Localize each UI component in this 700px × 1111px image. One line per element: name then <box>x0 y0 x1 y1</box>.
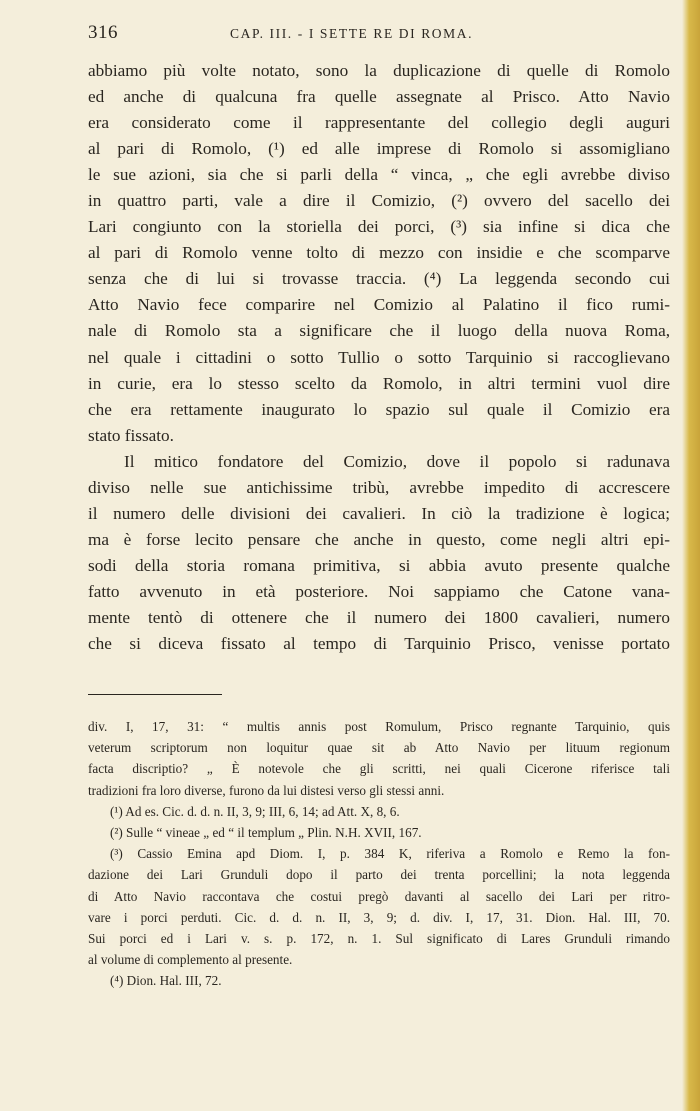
text-line: in curie, era lo stesso scelto da Romolo, in altri termini vuol dire <box>88 373 670 393</box>
text-line: in quattro parti, vale a dire il Comizio, (²) ovvero del sacello dei <box>88 191 670 211</box>
text-line: era considerato come il rappresentante del collegio degli auguri <box>88 113 670 133</box>
text-line: Lari congiunto con la storiella dei porci, (³) sia infine si dica che <box>88 217 670 237</box>
text-line: mente tentò di ottenere che il numero dei 1800 cavalieri, numero <box>88 607 670 627</box>
main-text <box>88 58 670 657</box>
footnote-line: al volume di complemento al presente. <box>88 952 293 968</box>
running-title: CAP. III. - I SETTE RE DI ROMA. <box>230 26 474 41</box>
text-line: le sue azioni, sia che si parli della “ vinca, „ che egli avrebbe diviso <box>88 165 670 185</box>
text-line: ed anche di qualcuna fra quelle assegnate al Prisco. Atto Navio <box>88 87 670 107</box>
text-line: nale di Romolo sta a significare che il luogo della nuova Roma, <box>88 321 670 341</box>
text-line: Atto Navio fece comparire nel Comizio al Palatino il fico rumi- <box>88 295 670 315</box>
footnote-line: vare i porci perduti. Cic. d. d. n. II, 3, 9; d. div. I, 17, 31. Dion. Hal. III, 70. <box>88 909 670 925</box>
text-line: il numero delle divisioni dei cavalieri. In ciò la tradizione è logica; <box>88 503 670 523</box>
footnote-4: (⁴) Dion. Hal. III, 72. <box>110 973 222 989</box>
page-header <box>88 22 673 46</box>
footnote-line: di Atto Navio raccontava che costui pregò davanti al sacello dei Lari per ritro- <box>88 888 670 904</box>
footnote-line: div. I, 17, 31: “ multis annis post Romulum, Prisco regnante Tarquinio, quis <box>88 719 670 734</box>
footnote-1: (¹) Ad es. Cic. d. d. n. II, 3, 9; III, 6, 14; ad Att. X, 8, 6. <box>110 803 400 819</box>
footnote-3: (³) Cassio Emina apd Diom. I, p. 384 K, riferiva a Romolo e Remo la fon- <box>110 846 670 862</box>
text-line: senza che di lui si trovasse traccia. (⁴) La leggenda secondo cui <box>88 269 670 289</box>
footnote-2: (²) Sulle “ vineae „ ed “ il templum „ Plin. N.H. XVII, 167. <box>110 825 422 841</box>
footnote-line: veterum scriptorum non loquitur quae sit ab Atto Navio per lituum regionum <box>88 740 670 756</box>
text-line: che si diceva fissato al tempo di Tarquinio Prisco, venisse portato <box>88 634 670 654</box>
text-line: che era rettamente inaugurato lo spazio sul quale il Comizio era <box>88 399 670 419</box>
text-line: stato fissato. <box>88 425 174 445</box>
footnote-line: tradizioni fra loro diverse, furono da lui distesi verso gli stessi anni. <box>88 782 445 798</box>
text-line: diviso nelle sue antichissime tribù, avrebbe impedito di accrescere <box>88 477 670 497</box>
footnote-line: dazione dei Lari Grunduli dopo il parto dei trenta porcellini; la nota leggenda <box>88 867 670 883</box>
footnotes <box>88 716 670 992</box>
footnote-divider <box>88 694 222 695</box>
text-line: ma è forse lecito pensare che anche in questo, come negli altri epi- <box>88 529 670 549</box>
page-edge <box>682 0 700 1111</box>
text-line: abbiamo più volte notato, sono la duplicazione di quelle di Romolo <box>88 61 670 80</box>
page-number: 316 <box>88 22 118 43</box>
footnote-line: facta discriptio? „ È notevole che gli scritti, nei quali Cicerone riferisce tali <box>88 761 670 777</box>
text-line: Il mitico fondatore del Comizio, dove il popolo si radunava <box>124 451 670 471</box>
footnote-line: Sui porci ed i Lari v. s. p. 172, n. 1. Sul significato di Lares Grunduli rimando <box>88 931 670 947</box>
text-line: fatto avvenuto in età posteriore. Noi sappiamo che Catone vana- <box>88 581 670 601</box>
text-line: al pari di Romolo venne tolto di mezzo con insidie e che scomparve <box>88 243 670 263</box>
text-line: nel quale i cittadini o sotto Tullio o sotto Tarquinio si raccoglievano <box>88 347 670 367</box>
text-line: sodi della storia romana primitiva, si abbia avuto presente qualche <box>88 555 670 575</box>
text-line: al pari di Romolo, (¹) ed alle imprese di Romolo si assomigliano <box>88 139 670 159</box>
